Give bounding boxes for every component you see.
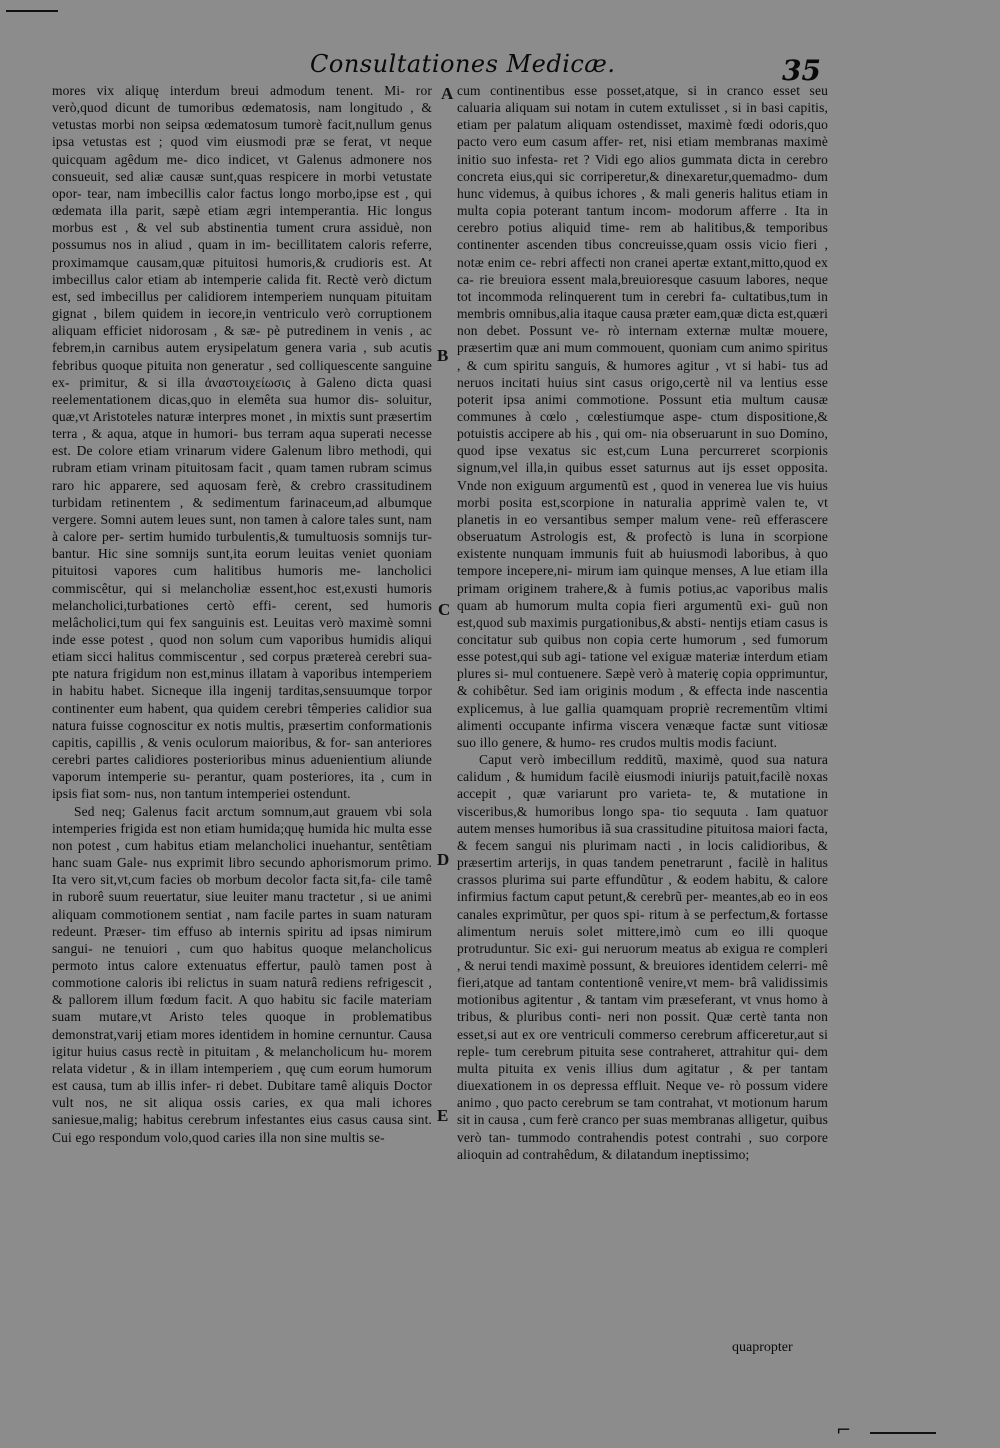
top-rule: [6, 10, 58, 12]
footer-rule: [870, 1432, 936, 1434]
right-column: [457, 82, 828, 1163]
margin-marker-a: A: [441, 84, 454, 103]
right-paragraph-2: Caput verò imbecillum redditũ, maximè, quod sua natura calidum , & humidum facilè eiusmodi iniurijs patuit,facilè noxas accepit , quæ variarunt pro varieta- te, & mutatione in visceribus,& humoribus longo spa- tio sequuta . Iam quatuor autem menses humoribus iã sua crassitudine pituitosa maiori facta, & fecem sangui nis plurimam nacti , in locis calidioribus, & præsertim arterijs, in quas tandem penetrarunt , facilè in halitus crassos plurima sui parte effundũtur , & eodem habitu, & calore infirmius factum caput petunt,& cerebrũ per- meantes,ab eo in eos canales exprimũtur, per quos spi- ritum à se perfectum,& fortasse alimentum neruis solet mittere,imò cum eo illi quoque protruduntur. Sic exi- gui neruorum meatus ab exigua re compleri , & nerui tendi maximè possunt, & breuiores identidem celerri- mê fieri,atque ad tantam contentionê venire,vt mem- brâ validissimis motionibus agitentur , & tantam vim præseferant, vt vnus homo à tribus, & pluribus conti- neri non possit. Quæ certè tanta non esset,si aut ex ore ventriculi commerso cerebrum afficeretur,aut si reple- tum cerebrum pituita sese contraheret, attrahitur qui- dem multa pituita ex venis illius dum agitatur , & per tantam diuexationem in os depressa effluit. Neque ve- rò possum videre animo , quo pacto cerebrum se tam contrahat, vt motionum harum sit in causa , cum ferè cranco per suas membranas alligetur, quibus verò tan- tummodo contrahendis potest contrahi , suo corpore alioquin ad contrahêdum, & dilatandum ineptissimo;: [457, 752, 828, 1162]
margin-marker-e: E: [437, 1106, 449, 1125]
running-head: Consultationes Medicæ.: [310, 50, 616, 78]
margin-marker-c: C: [438, 600, 451, 619]
margin-marker-d: D: [437, 850, 450, 869]
catchword: quapropter: [732, 1340, 793, 1355]
footer-mark: ⌐: [836, 1420, 852, 1441]
left-column: [52, 82, 432, 1146]
margin-marker-b: B: [437, 346, 449, 365]
left-paragraph-2: Sed neq; Galenus facit arctum somnum,aut grauem vbi sola intemperies frigida est non etiam humida;quę humida hic multa esse non potest , cum habitus etiam melancholici inuehantur, sentêtiam hanc suam Gale- nus exprimit libro secundo aphorismorum primo. Ita vero sit,vt,cum facies ob morbum decolor facta sit,fa- cile tamê in ruborê suum reuertatur, siue leuiter manu tractetur , si ue animi aliquam commotionem sentiat , nam facile partes in suam naturam redeunt. Præser- tim effuso ab internis spiritu ad ipsas nimirum sangui- ne tenuiori , cum quo habitus quoque melancholicus permoto intus calore extenuatus effertur, paulò tamen post à commotione caloris ibi relictus in suam naturâ rediens refrigescit , & pallorem illum fœdum facit. A quo habitu sic facile materiam suam mutare,vt Aristo teles quoque in problematibus demonstrat,varij etiam mores identidem in homine cernuntur. Causa igitur huius casus rectè in pituitam , & melancholicum hu- morem relata videtur , & in illam intemperiem , quę cum eorum humorum est causa, tum ab illis infer- ri debet. Dubitare tamê aliquis Doctor vult nos, ne sit aliqua ossis caries, ex qua mali ichores saniesue,malig; habitus cerebrum infestantes eius casus causa sint. Cui ego respondum volo,quod caries illa non sine multis se-: [52, 803, 432, 1145]
right-paragraph-1: cum continentibus esse posset,atque, si in cranco esset seu caluaria aliquam sui notam in cutem extulisset , si in basi capitis, etiam per palatum aliquam ostendisset, maximè fœdi odoris,quo pacto vero eum casum affer- ret, nisi etiam membranas maximè initio suo infesta- ret ? Vidi ego alios gummata dicta in cerebro concreta eius,qui sic corriperetur,& dinexaretur,quemadmo- dum hunc videmus, à quibus ichores , & mali generis halitus etiam in multa copia poterant tantum incom- modorum afferre . Ita in cerebro potius aliquid time- rem ab halitibus,& temporibus continenter ascenden tibus concreuisse,quam ossis vicio fieri , notæ enim ce- rebri affecti non cranei apertæ extant,mitto,quod ex ca- rie breuiora essent mala,breuioresque casuum labores, neque tot incommoda relinquerent tum in cerebri fa- cultatibus,tum in membris omnibus,alia itaque causa præter eam,quæ dicta est,quæri non debet. Possunt ve- rò internam externæ multæ mouere, præsertim quæ ani mum commouent, quoniam cum animo spiritus , & cum spiritu sanguis, & humores agitur , vt si habi- tus ad neruos incitati huius sint casus origo,certè nil va lentius esse poterit ipsa animi commotione. Possunt etia multum causæ communes à cœlo , cœlestiumque aspe- ctum dispositione,& potuistis accipere ab his , qui om- nia obseruarunt in suo Domino, quod ipse vexatus sic est,cum Luna percurreret scorpionis signum,vel illa,in quibus esset saturnus aut ijs esset opposita. Vnde non exiguum argumentũ est , quod in venerea lue vis huius morbi posita est,scorpione in naturalia apprimè valen te, vt planetis in eo versantibus semper malum vene- reũ efferascere obseruatum Astrologis est, & profectò is luna in scorpione existente nunquam immunis fuit ab huiusmodi laboribus, à quo tempore incepere,ni- mirum iam quinque menses, A lue etiam illa primam originem trahere,& à fumis potius,ac vaporibus malis quam ab humorum multa copia fieri argumentũ exi- guũ non est,quod sub maximis purgationibus,& absti- nentijs etiam casus is concitatur sub quibus non copia certe humorum , sed fumorum esse potest,qui sub agi- tatione vel exiguæ materiæ interdum etiam plures si- mul contuenere. Sæpè verò à materię copia opprimuntur, & cohibêtur. Sed iam originis modum , & effecta inde nascentia explicemus, à lue gallia quamquam propriè recrementũm vltimi alimenti occupante infirma viscera venæque factæ sunt vitiosæ suo illo genere, & humo- res crudos multis modis faciunt.: [457, 83, 829, 750]
left-paragraph-1: mores vix aliquę interdum breui admodum tenent. Mi- ror verò,quod dicunt de tumoribus œdematosis, nam longitudo , & vetustas morbi non seipsa œdematosum tumorè facit,nullum genus ipsa vetustas est ; quod vim eiusmodi præ se ferat, vt neque quicquam agêdum me- dico indicet, vt Galenus admonere nos consueuit, sed aliæ causæ sunt,quas respicere in morbi vetustate opor- tear, nam imbecillis calor factus longo morbo,ipse est , qui œdemata illa parit, sæpè etiam ægri intemperantia. Hic longus morbus est , & vel sub abstinentia tument crura assiduè, non possumus nos in aliud , quam in im- becillitatem caloris referre, proximamque causam,quæ pituitosi humoris,& crudioris est. At imbecillus calor etiam ab intemperie calida fit. Rectè verò dictum est, sed imbecillus per calidiorem intemperiem nunquam pituitam gignat , bilem quidem in iecore,in ventriculo verò corruptionem aliquam efficiet nidorosam , & sæ- pè putredinem in venis , ac febrem,in carnibus autem erysipelatum genera varia , sub acutis febribus quoque pituita non generatur , sed colliquescente sanguine ex- primitur, & si illa ἀναστοιχείωσις à Galeno dicta quasi reelementationem dicas,quo in elemêta sua humor dis- soluitur, quæ,vt Aristoteles naturæ interpres monet , in mixtis sunt præsertim terra , & aqua, atque in humori- bus terram aqua superati necesse est. De colore etiam vrinarum videre Galenum libro methodi, qui rubram etiam vrinam pituitosam facit , quam tamen rubram scimus raro hic apparere, sed aquosam ferè, & crebro crassitudinem turbidam retinentem , & sedimentum farinaceum,ad albumque vergere. Somni autem leues sunt, non tamen à calore tales sunt, nam à calore per- sertim humido turbulentis,& tumultuosis somnijs tur- bantur. Hic sine somnijs sunt,ita eorum leuitas veniet quoniam pituitosi vapores cum halitibus humoris me- lancholici commiscêtur, qui si melancholiæ essent,hoc est,exusti humoris melancholici,turbationes certò effi- cerent, sed humoris melâcholici,tum qui fex sanguinis est. Leuitas verò maximè somni inde esse potest , quod non solum cum vaporibus humidis aliqui etiam sicci halitus commiscentur , sed corpus prætereà cerebri sua- pte natura frigidum non est,minus illatam à vaporibus intemperiem in habitu habet. Sicneque illa ingenij tarditas,sensuumque torpor continenter eum habent, qua quidem cerebri têmperies calidior sua natura fuisse cognoscitur ex notis multis, præsertim conformationis capitis, capillis , & venis oculorum maioribus, & for- san anteriores cerebri partes calidiores posterioribus minus aduenientium aliunde vaporum intemperie su- perantur, quam posteriores, ita , cum in ipsis fiat som- nus, non tantum intemperiei ostendunt.: [52, 83, 432, 802]
page-number: 35: [782, 54, 821, 87]
